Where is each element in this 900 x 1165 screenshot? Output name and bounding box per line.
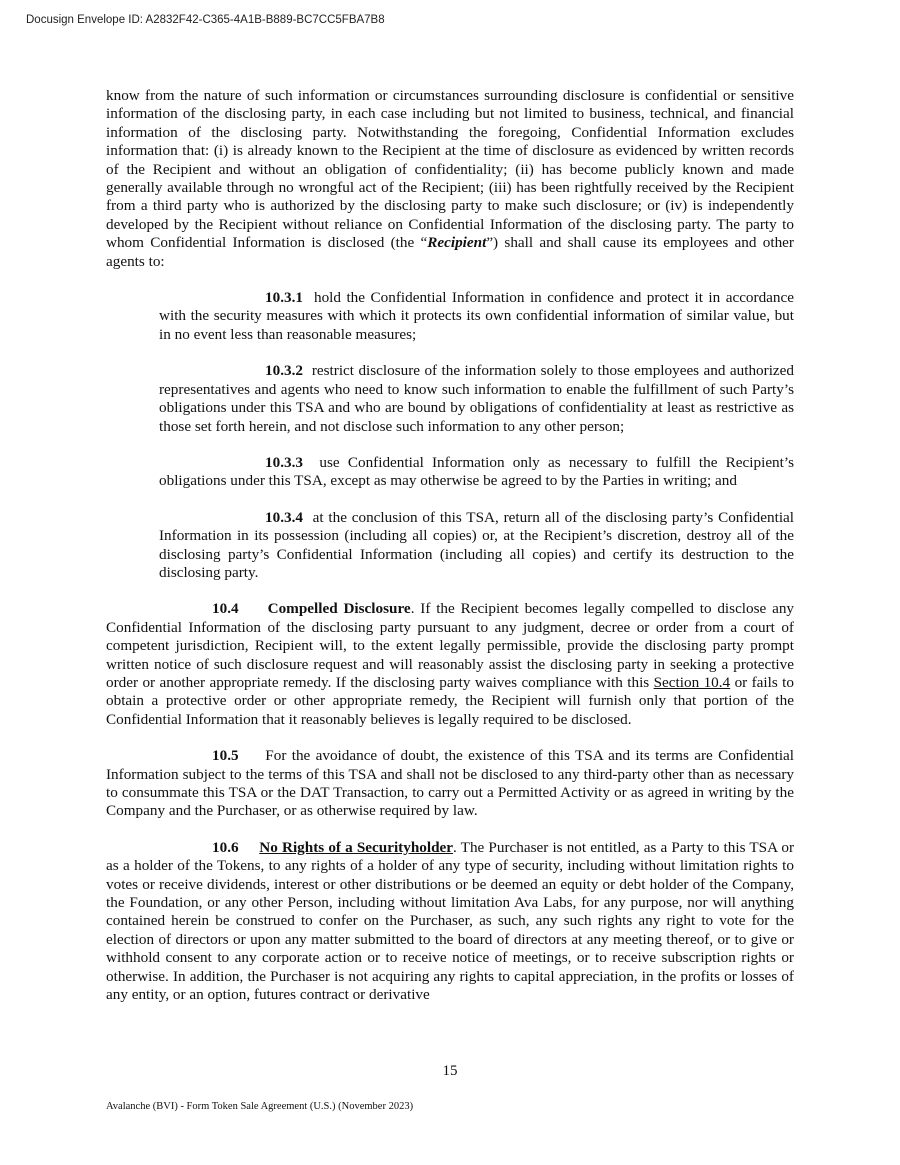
footer-document-title: Avalanche (BVI) - Form Token Sale Agreement (U.S.) (November 2023) [106,1101,414,1112]
section-number: 10.4 [212,600,239,618]
section-number: 10.3.2 [265,362,303,380]
section-number: 10.6 [212,838,239,856]
intro-text-b: ”) shall and shall cause its employees and other agents to: [106,234,794,270]
section-10-5 [106,747,794,821]
section-10-3-4 [159,509,794,583]
docusign-envelope-id: Docusign Envelope ID: A2832F42-C365-4A1B-B889-BC7CC5FBA7B8 [26,14,385,26]
section-number: 10.5 [212,747,239,765]
intro-text-a: know from the nature of such information or circumstances surrounding disclosure is confidential or sensitive information of the disclosing party, in each case including but not limited to business, technical, and financial information of the disclosing party. Notwithstanding the foregoing, Confidential Information excludes information that: (i) is already known to the Recipient at the time of disclosure as evidenced by written records of the Recipient and without an obligation of confidentiality; (ii) has become publicly known and made generally available through no wrongful act of the Recipient; (iii) has been rightfully received by the Recipient from a third party who is authorized by the disclosing party to make such disclosure; or (iv) is independently developed by the Recipient without reliance on Confidential Information of the disclosing party. The party to whom Confidential Information is disclosed (the “ [106,87,794,252]
section-10-6 [106,839,794,1005]
section-text: For the avoidance of doubt, the existence of this TSA and its terms are Confidential Information subject to the terms of this TSA and shall not be disclosed to any third-party other than as necessary to consummate this TSA or the DAT Transaction, to carry out a Permitted Activity or as agreed in writing by the Company and the Purchaser, or as otherwise required by law. [106,747,794,820]
section-text: use Confidential Information only as necessary to fulfill the Recipient’s obligations under this TSA, except as may otherwise be agreed to by the Parties in writing; and [159,453,794,490]
section-text: hold the Confidential Information in confidence and protect it in accordance with the security measures with which it protects its own confidential information of similar value, but in no event less than reasonable measures; [159,289,794,343]
page-number: 15 [442,1063,458,1079]
section-heading: No Rights of a Securityholder [259,838,454,856]
section-10-4 [106,600,794,729]
section-text-b: or fails to obtain a protective order or other appropriate remedy, the Recipient will furnish only that portion of the Confidential Information that it reasonably believes is legally required to be disclosed. [106,673,794,728]
intro-paragraph [106,87,794,271]
section-10-4-cross-reference: Section 10.4 [653,673,731,691]
section-10-3-1 [159,289,794,344]
section-10-3-3 [159,454,794,491]
section-number: 10.3.3 [265,453,303,471]
section-heading: Compelled Disclosure [267,600,411,618]
section-10-3-2 [159,362,794,436]
section-text: at the conclusion of this TSA, return all of the disclosing party’s Confidential Information in its possession (including all copies) or, at the Recipient’s discretion, destroy all of the disclosing party’s Confidential Information (including all copies) and certify its destruction to the disclosing party. [159,508,794,581]
section-text-a: . If the Recipient becomes legally compelled to disclose any Confidential Information of the disclosing party pursuant to any judgment, decree or order from a court of competent jurisdiction, Recipient will, to the extent legally permissible, provide the disclosing party prompt written notice of such disclosure request and will reasonably assist the disclosing party in seeking a protective order or another appropriate remedy. If the disclosing party waives compliance with this [106,600,795,691]
section-number: 10.3.1 [265,289,303,307]
defined-term-recipient: Recipient [427,234,487,252]
document-body [106,87,794,1004]
section-text: . The Purchaser is not entitled, as a Party to this TSA or as a holder of the Tokens, to any rights of a holder of any type of security, including without limitation rights to votes or receive dividends, interest or other distributions or be deemed an equity or debt holder of the Company, the Foundation, or any other Person, including without limitation Ava Labs, for any purpose, nor will anything contained herein be construed to confer on the Purchaser, as such, any such rights any right to vote for the election of directors or upon any matter submitted to the board of directors at any meeting thereof, or to give or withhold consent to any corporate action or to receive notice of meetings, or to receive subscription rights or otherwise. In addition, the Purchaser is not acquiring any rights to capital appreciation, in the profits or losses of any entity, or an option, futures contract or derivative [106,838,795,1004]
section-text: restrict disclosure of the information solely to those employees and authorized representatives and agents who need to know such information to enable the fulfillment of such Party’s obligations under this TSA and who are bound by obligations of confidentiality at least as restrictive as those set forth herein, and not disclose such information to any other person; [159,362,794,435]
section-number: 10.3.4 [265,508,303,526]
